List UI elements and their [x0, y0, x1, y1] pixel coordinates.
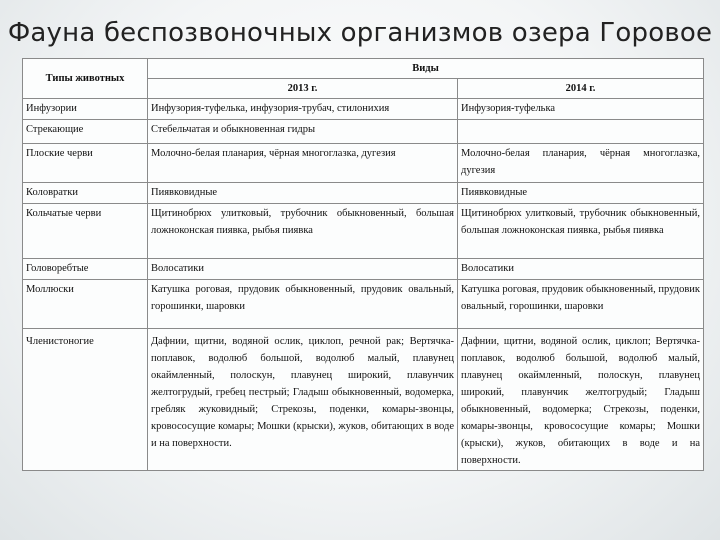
slide-title: Фауна беспозвоночных организмов озера Горовое: [7, 18, 713, 48]
cell-2014: Дафнии, щитни, водяной ослик, циклоп; Вертячка-поплавок, водолюб большой, водолюб малый, плавунец окаймленный, полоскун, плавунец широкий, плавунчик желтогрудый; Гладыш обыкновенный, водомерка; Стрекозы, поденки, комары-звонцы, кровососущие комары; Мошки (крыски), жуков, обитающих в воде и на поверхности.: [458, 329, 704, 471]
cell-type: Кольчатые черви: [23, 204, 148, 259]
table-header-row: [23, 59, 704, 79]
table-row: [23, 204, 704, 259]
cell-type: Моллюски: [23, 280, 148, 329]
cell-2013: Волосатики: [148, 259, 458, 280]
table-row: [23, 259, 704, 280]
table-row: [23, 99, 704, 120]
cell-2014: Волосатики: [458, 259, 704, 280]
cell-2014: Молочно-белая планария, чёрная многоглазка, дугезия: [458, 144, 704, 183]
cell-2013: Стебельчатая и обыкновенная гидры: [148, 120, 458, 144]
cell-2013: Молочно-белая планария, чёрная многоглазка, дугезия: [148, 144, 458, 183]
cell-type: Членистоногие: [23, 329, 148, 471]
cell-2014: Пиявковидные: [458, 183, 704, 204]
cell-2013: Дафнии, щитни, водяной ослик, циклоп, речной рак; Вертячка-поплавок, водолюб большой, водолюб малый, плавунец окаймленный, полоскун, плавунец широкий, плавунчик желтогрудый, гребец пестрый; Гладыш обыкновенный, водомерка, гребляк жуковидный; Стрекозы, поденки, комары-звонцы, кровососущие комары; Мошки (крыски), жуков, обитающих в воде и на поверхности.: [148, 329, 458, 471]
cell-2014: Щитинобрюх улитковый, трубочник обыкновенный, большая ложноконская пиявка, рыбья пиявка: [458, 204, 704, 259]
cell-2014: Катушка роговая, прудовик обыкновенный, прудовик овальный, горошинки, шаровки: [458, 280, 704, 329]
cell-2013: Пиявковидные: [148, 183, 458, 204]
cell-type: Головоребтые: [23, 259, 148, 280]
header-species: Виды: [148, 59, 704, 79]
header-year-2014: 2014 г.: [458, 79, 704, 99]
cell-type: Инфузории: [23, 99, 148, 120]
cell-type: Стрекающие: [23, 120, 148, 144]
cell-type: Коловратки: [23, 183, 148, 204]
cell-2013: Щитинобрюх улитковый, трубочник обыкновенный, большая ложноконская пиявка, рыбья пиявка: [148, 204, 458, 259]
header-animal-types: Типы животных: [23, 59, 148, 99]
table-row: [23, 120, 704, 144]
cell-2014: Инфузория-туфелька: [458, 99, 704, 120]
cell-2013: Инфузория-туфелька, инфузория-трубач, стилонихия: [148, 99, 458, 120]
cell-type: Плоские черви: [23, 144, 148, 183]
table-row: [23, 183, 704, 204]
fauna-table: [22, 58, 704, 471]
cell-2014: [458, 120, 704, 144]
cell-2013: Катушка роговая, прудовик обыкновенный, прудовик овальный, горошинки, шаровки: [148, 280, 458, 329]
table-row: [23, 144, 704, 183]
header-year-2013: 2013 г.: [148, 79, 458, 99]
table-row: [23, 280, 704, 329]
table-row: [23, 329, 704, 471]
